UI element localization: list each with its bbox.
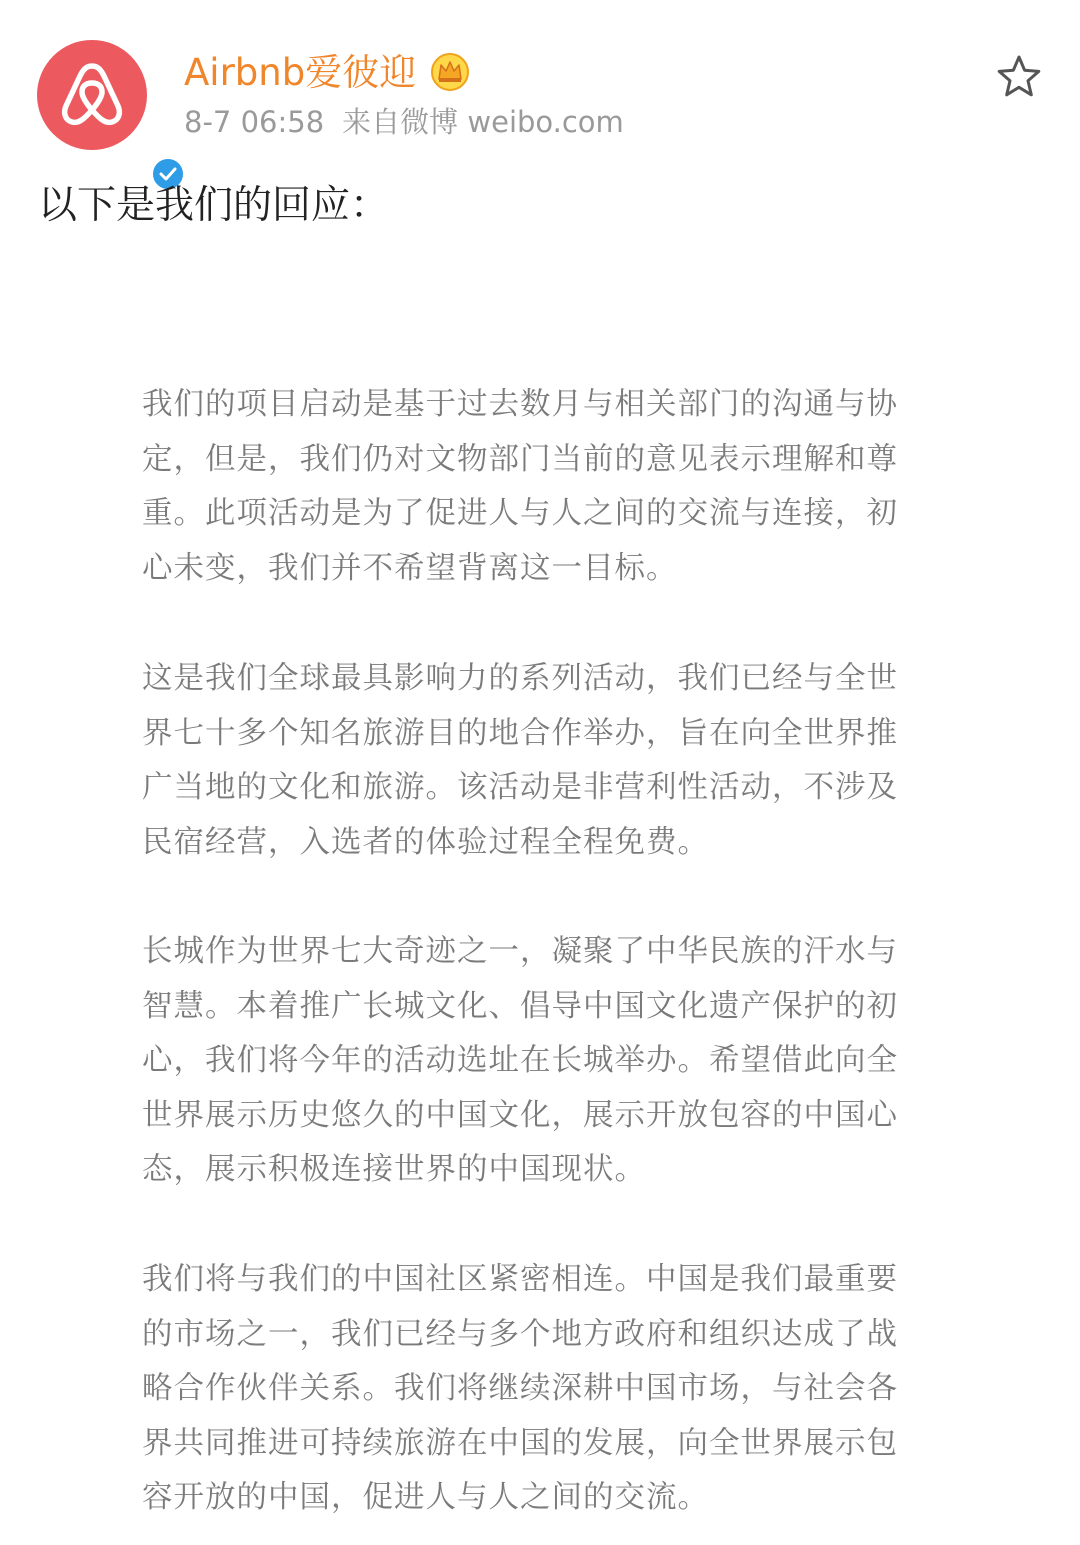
statement-line: 世界展示历史悠久的中国文化，展示开放包容的中国心 [142, 1097, 898, 1133]
statement-line: 略合作伙伴关系。我们将继续深耕中国市场，与社会各 [142, 1371, 898, 1407]
attached-statement-image[interactable] [30, 248, 1050, 1545]
statement-line: 我们的项目启动是基于过去数月与相关部门的沟通与协 [142, 387, 898, 422]
statement-line: 定，但是，我们仍对文物部门当前的意见表示理解和尊 [142, 441, 898, 477]
statement-paragraph-2 [142, 652, 942, 870]
statement-line: 的市场之一，我们已经与多个地方政府和组织达成了战 [142, 1316, 898, 1352]
statement-line: 重。此项活动是为了促进人与人之间的交流与连接，初 [142, 496, 898, 532]
statement-line: 智慧。本着推广长城文化、倡导中国文化遗产保护的初 [142, 988, 898, 1024]
statement-line: 界七十多个知名旅游目的地合作举办，旨在向全世界推 [142, 715, 898, 751]
post-header [0, 0, 1080, 160]
statement-line: 这是我们全球最具影响力的系列活动，我们已经与全世 [142, 661, 898, 696]
statement-line: 心，我们将今年的活动选址在长城举办。希望借此向全 [142, 1043, 898, 1079]
statement-line: 我们将与我们的中国社区紧密相连。中国是我们最重要 [142, 1262, 898, 1297]
statement-line: 心未变，我们并不希望背离这一目标。 [142, 550, 678, 586]
airbnb-logo-icon [37, 40, 147, 150]
statement-line: 广当地的文化和旅游。该活动是非营利性活动，不涉及 [142, 770, 898, 806]
statement-paragraph-4 [142, 1253, 942, 1526]
statement-line: 民宿经营，入选者的体验过程全程免费。 [142, 824, 709, 860]
statement-paragraph-1 [142, 378, 942, 596]
post-source[interactable]: 来自微博 weibo.com [342, 105, 624, 139]
statement-line: 长城作为世界七大奇迹之一，凝聚了中华民族的汗水与 [142, 934, 898, 969]
statement-line: 界共同推进可持续旅游在中国的发展，向全世界展示包 [142, 1425, 898, 1461]
post-timestamp: 8-7 06:58 [184, 105, 325, 139]
star-outline-icon[interactable] [994, 52, 1044, 102]
statement-line: 态，展示积极连接世界的中国现状。 [142, 1152, 646, 1188]
statement-line: 容开放的中国，促进人与人之间的交流。 [142, 1480, 709, 1516]
crown-vip-icon[interactable] [430, 52, 470, 92]
post-meta [184, 103, 624, 141]
statement-paragraph-3 [142, 925, 942, 1198]
avatar[interactable] [37, 40, 147, 150]
post-text: 以下是我们的回应： [38, 183, 390, 228]
username[interactable]: Airbnb爱彼迎 [184, 51, 417, 94]
